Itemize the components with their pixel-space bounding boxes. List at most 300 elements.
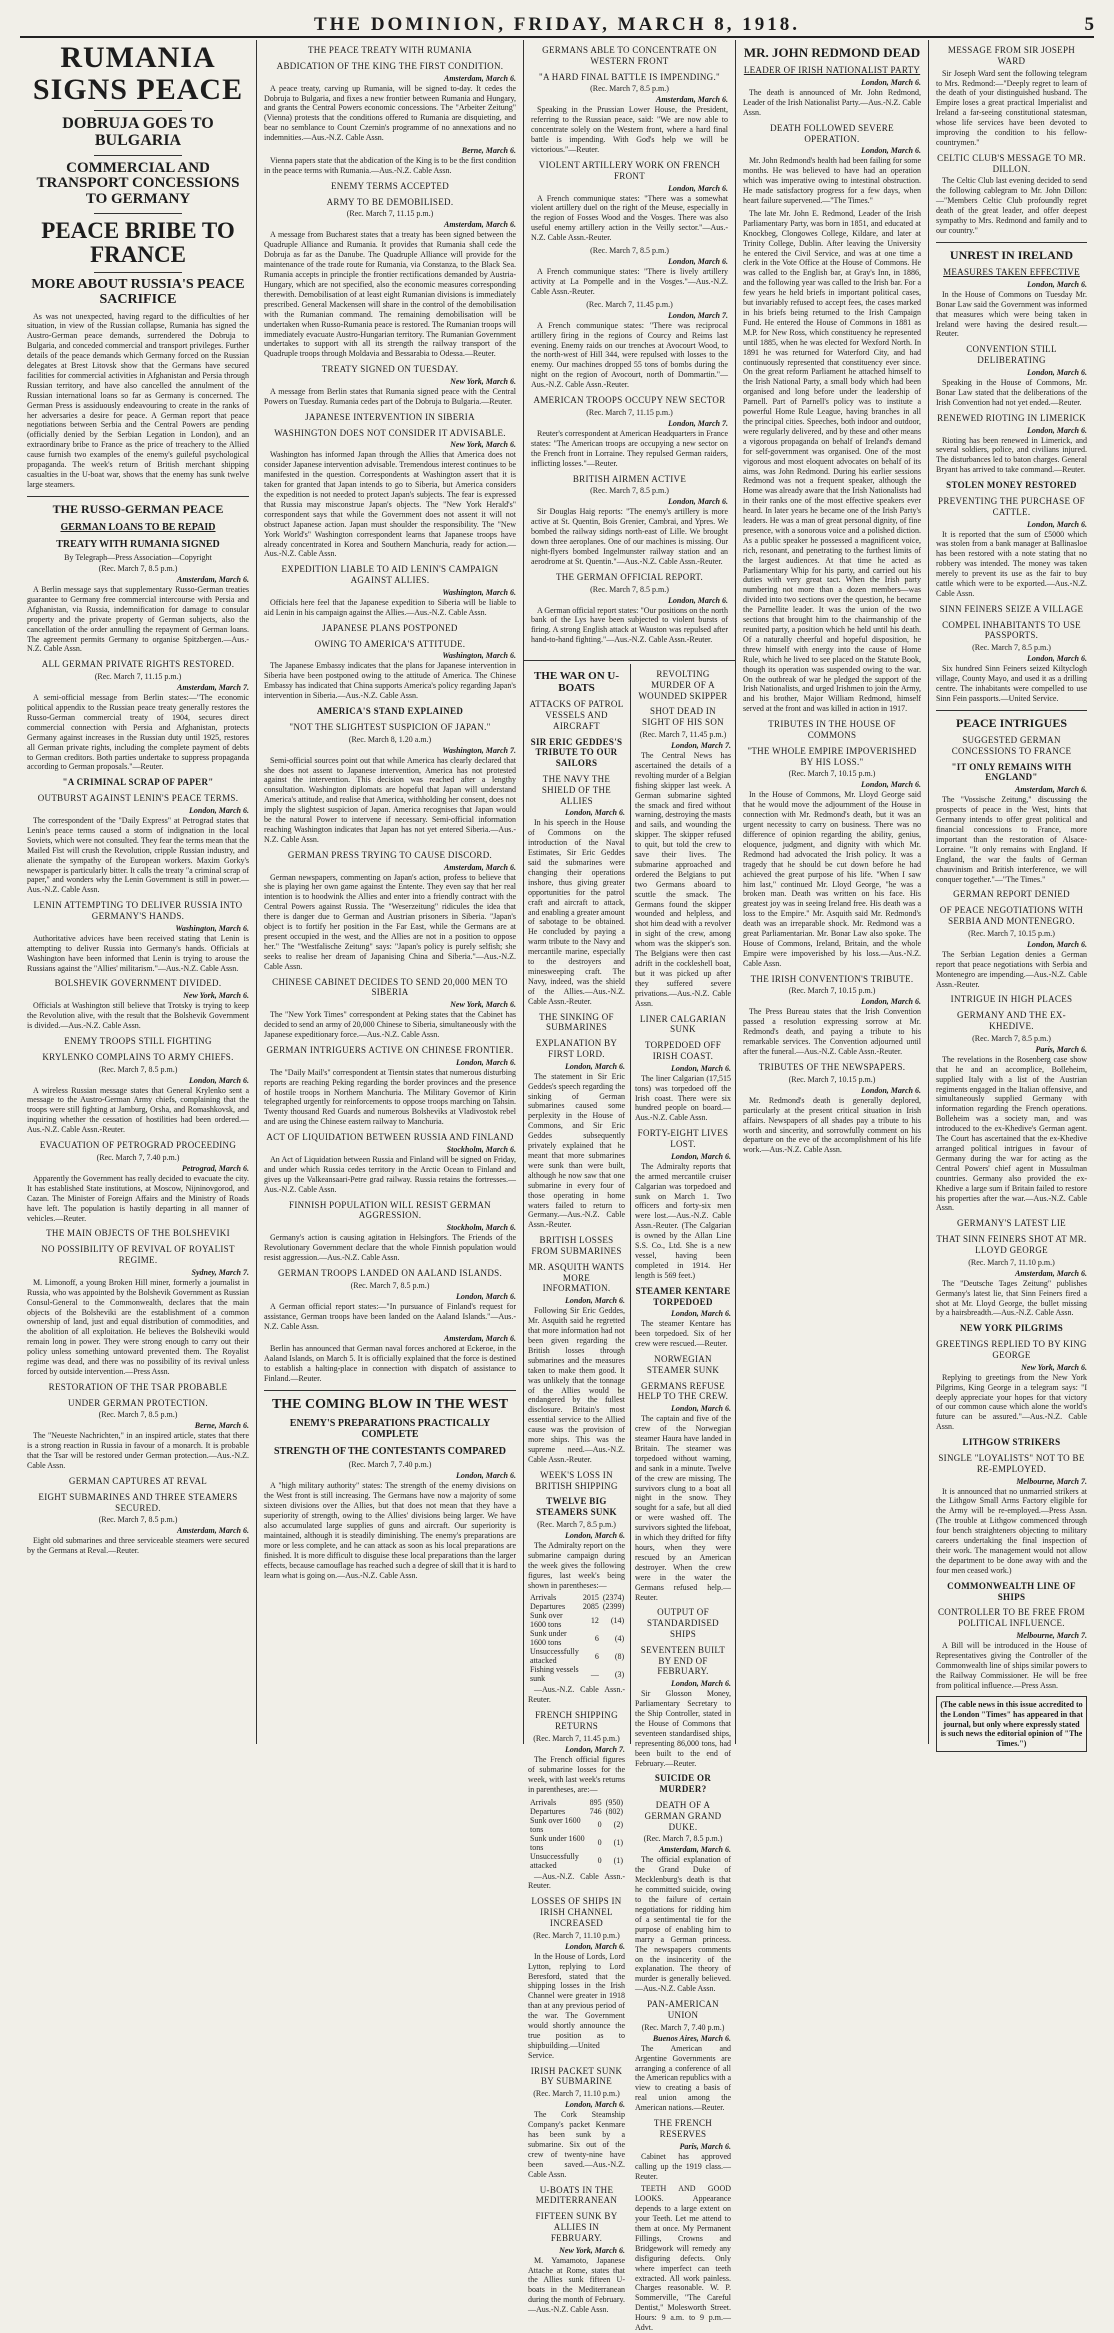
section-subheading: SHOT DEAD IN SIGHT OF HIS SON — [642, 706, 724, 728]
dateline: (Rec. March 7, 8.5 p.m.) — [98, 1410, 178, 1420]
byline: By Telegraph—Press Association—Copyright — [64, 553, 212, 562]
column-2 — [257, 40, 523, 1746]
dateline: (Rec. March 7, 10.15 p.m.) — [788, 986, 876, 996]
section-subheading: MR. ASQUITH WANTS MORE INFORMATION. — [528, 1261, 625, 1294]
place-line: New York, March 6. — [559, 2245, 625, 2255]
article-body: A wireless Russian message states that General Krylenko sent a message to the Austro-German Army chiefs, complaining that the troops were still fighting at Jamburg, Orsha, and Romashkovsk, and inquiring whether the cessation of hostilities had been ordered.—Aus.-N.Z. Cable Assn.-Reuter. — [27, 1085, 249, 1135]
section-heading: LITHGOW STRIKERS — [962, 1437, 1061, 1448]
article-body: The liner Calgarian (17,515 tons) was torpedoed off the Irish coast. There were six hundred people on board.—Aus.-N.Z. Cable Assn. — [635, 1073, 731, 1123]
section-subheading: NO POSSIBILITY OF REVIVAL OF ROYALIST REGIME. — [41, 1244, 235, 1266]
table-cell-value: 0 — [597, 1820, 602, 1829]
section-heading: TRIBUTES IN THE HOUSE OF COMMONS — [768, 719, 896, 740]
place-line: Amsterdam, March 7. — [176, 683, 249, 693]
table-cell-value: 2085 — [582, 1602, 599, 1612]
place-line: London, March 6. — [188, 1075, 249, 1085]
editorial-note: (The cable news in this issue accredited to the London "Times" has appeared in that journal, but only where expressly stated is such news the editorial opinion of "The Times.") — [936, 1696, 1087, 1752]
section-subheading: TWELVE BIG STEAMERS SUNK — [536, 1496, 617, 1518]
table-row — [528, 1816, 625, 1834]
section-heading: THE FRENCH RESERVES — [653, 2118, 713, 2139]
place-line: Amsterdam, March 6. — [443, 220, 516, 230]
page-number: 5 — [1084, 14, 1094, 35]
place-line: London, March 7. — [667, 310, 728, 320]
section-subheading: "A HARD FINAL BATTLE IS IMPENDING." — [538, 71, 720, 82]
section-heading: GERMAN REPORT DENIED — [953, 889, 1070, 900]
section-heading: AMERICA'S STAND EXPLAINED — [316, 706, 464, 717]
place-line: London, March 6. — [860, 78, 921, 88]
column-5 — [736, 40, 928, 1746]
section-heading: REVOLTING MURDER OF A WOUNDED SKIPPER — [638, 669, 728, 701]
table-cell-value: (14) — [610, 1615, 625, 1625]
dateline: (Rec. March 7, 11.45 p.m.) — [586, 299, 673, 309]
place-line: New York, March 6. — [450, 440, 516, 450]
column-3-bottom — [524, 664, 629, 2315]
place-line: London, March 6. — [564, 808, 625, 818]
place-line: London, March 6. — [1026, 367, 1087, 377]
headline-russia-sacrifice: MORE ABOUT RUSSIA'S PEACE SACRIFICE — [31, 277, 245, 307]
place-line: London, March 6. — [564, 1530, 625, 1540]
dateline: (Rec. March 7, 8.5 p.m.) — [98, 1515, 178, 1525]
section-heading: THE SINKING OF SUBMARINES — [539, 1011, 614, 1033]
article-body: The "Neueste Nachrichten," in an inspired article, states that there is a strong reaction in Russia in favour of a monarch. It is probable that the Tsar will be restored under German protection.—Aus.-N.Z. Cable Assn. — [27, 1431, 249, 1471]
article-body: Officials at Washington still believe that Trotsky is trying to keep the Revolution alive, with the result that the Bolshevik Government is divided.—Aus.-N.Z. Cable Assn. — [27, 1001, 249, 1031]
article-body: M. Yamamoto, Japanese Attache at Rome, states that the Allies sunk fifteen U-boats in the Mediterranean during the month of February.—Aus.-N.Z. Cable Assn. — [528, 2255, 625, 2315]
section-subheading: UNDER GERMAN PROTECTION. — [68, 1397, 208, 1408]
table-row — [528, 1629, 626, 1647]
place-line: Washington, March 6. — [442, 587, 516, 597]
dateline: (Rec. March 8, 1.20 a.m.) — [348, 734, 432, 744]
section-heading: LINER CALGARIAN SUNK — [639, 1013, 727, 1035]
section-subheading: SINGLE "LOYALISTS" NOT TO BE RE-EMPLOYED. — [938, 1452, 1085, 1474]
dateline: (Rec. March 7, 11.45 p.m.) — [639, 729, 727, 739]
place-line: New York, March 6. — [183, 991, 249, 1001]
section-subheading: OWING TO AMERICA'S ATTITUDE. — [314, 638, 466, 649]
section-heading: EXPEDITION LIABLE TO AID LENIN'S CAMPAIGN AGAINST ALLIES. — [281, 564, 499, 586]
table-row — [528, 1852, 625, 1870]
article-footnote: —Aus.-N.Z. Cable Assn.-Reuter. — [528, 1685, 625, 1705]
section-heading: CONVENTION STILL DELIBERATING — [966, 344, 1057, 366]
shipping-table — [528, 1798, 625, 1870]
article-body: The revelations in the Rosenberg case show that he and an accomplice, Bolleheim, supplied Italy with a list of the Austrian regiments engaged in the Italian offensive, and simultaneously supplied Germany with information regarding the French operations. Bolleheim was a society man, and was introduced to the ex-Khedive's German agent. The Court has ascertained that the ex-Khedive arranged political intrigues in favour of Germany during the war for acting as the Central Powers' chief agent in Mussulman countries. Germany also provided the ex-Khedive a large sum if Britain failed to restore his properties after the war.—Aus.-N.Z. Cable Assn. — [936, 1054, 1087, 1213]
place-line: Amsterdam, March 6. — [658, 1845, 731, 1855]
place-line: New York, March 6. — [450, 1000, 516, 1010]
place-line: Washington, March 7. — [442, 745, 516, 755]
section-heading: FINNISH POPULATION WILL RESIST GERMAN AGGRESSION. — [289, 1199, 491, 1221]
table-row — [528, 1665, 626, 1683]
place-line: London, March 6. — [564, 2100, 625, 2110]
section-subheading: TREATY WITH RUMANIA SIGNED — [56, 539, 220, 550]
section-subheading: LEADER OF IRISH NATIONALIST PARTY — [743, 65, 921, 76]
section-subheading: MEASURES TAKEN EFFECTIVE — [943, 267, 1080, 278]
section-subheading: EIGHT SUBMARINES AND THREE STEAMERS SECURED. — [38, 1491, 238, 1513]
table-cell-label: Sunk under 1600 tons — [530, 1629, 567, 1648]
headline-peace-bribe: PEACE BRIBE TO FRANCE — [41, 217, 235, 267]
dateline: (Rec. March 7, 8.5 p.m.) — [590, 584, 669, 594]
article-body: The death is announced of Mr. John Redmond, Leader of the Irish Nationalist Party.—Aus.-N.Z. Cable Assn. — [743, 88, 921, 117]
section-heading: JAPANESE INTERVENTION IN SIBERIA — [305, 411, 475, 422]
section-heading: VIOLENT ARTILLERY WORK ON FRENCH FRONT — [538, 159, 721, 181]
place-line: London, March 7. — [564, 1744, 625, 1754]
section-heading: FRENCH SHIPPING RETURNS — [535, 1710, 618, 1732]
article-body: Authoritative advices have been received stating that Lenin is attempting to deliver Russia into Germany's hands. Officials at Washington have been informed that Lenin is trying to arouse the Russians against the "Allies' militarism."—Aus.-N.Z. Cable Assn. — [27, 933, 249, 973]
section-subheading: OUTBURST AGAINST LENIN'S PEACE TERMS. — [37, 793, 239, 804]
place-line: Amsterdam, March 6. — [176, 575, 249, 584]
place-line: Stockholm, March 6. — [446, 1144, 516, 1154]
table-cell-value: — — [590, 1669, 599, 1679]
section-heading: GERMANS ABLE TO CONCENTRATE ON WESTERN FRONT — [542, 45, 717, 66]
place-line: London, March 7. — [670, 740, 731, 750]
article-body: Semi-official sources point out that while America has clearly declared that she does not assent to Japanese intervention, America has not protested against the intervention. This decision was reached after a lengthy consultation. Washington diplomats are hopeful that Japan will understand America's attitude, and realise that America, withholding her consent, does not imply the slightest suspicion of Japan. America recognises that Japan would be the natural Power to intervene if necessary. Semi-official information reaching Washington indicates that Japan has not yet entered Siberia.—Aus.-N.Z. Cable Assn. — [264, 755, 516, 844]
section-subheading: THAT SINN FEINERS SHOT AT MR. LLOYD GEORGE — [936, 1234, 1087, 1255]
dateline: (Rec. March 7, 8.5 p.m.) — [98, 1064, 178, 1074]
article-body: Sir Joseph Ward sent the following telegram to Mrs. Redmond:—"Deeply regret to learn of the death of your distinguished husband. The Empire loses a great practical Imperialist and Ireland a far-seeing constitutional statesman, whose life services have been devoted to improving the condition to his fellow-countrymen." — [936, 68, 1087, 147]
section-heading: INTRIGUE IN HIGH PLACES — [950, 994, 1073, 1005]
column-3-top — [524, 40, 735, 660]
dateline: (Rec. March 7, 11.10 p.m.) — [533, 1930, 620, 1940]
dateline: (Rec. March 7, 8.5 p.m.) — [350, 1280, 430, 1290]
place-line: London, March 6. — [670, 1309, 731, 1319]
place-line: London, March 6. — [455, 1057, 516, 1067]
article-body: In the House of Commons, Mr. Lloyd George said that he would move the adjournment of the House in connection with Mr. Redmond's death, but it was an urgent necessity to carry on business. There was no difference of opinion regarding the ability, genius, eloquence, judgment, and dignity with which Mr. Redmond had advocated the Irish policy. It was a tragedy that he should be cut down before he had achieved the great purpose of his life. "When I saw him last," continued Mr. Lloyd George, "he was a broken man. Death was written on his face. His greatest joy was in seeing Ireland free. His death was a loss to the Empire." Mr. Asquith said Mr. Redmond's death was an irreparable shock. Mr. Redmond was a great Parliamentarian. Mr. Bonar Law also spoke. The House of Commons, Ireland, Britain, and the whole Empire were impoverished by his loss.—Aus.-N.Z. Cable Assn. — [743, 790, 921, 968]
section-subheading: "NOT THE SLIGHTEST SUSPICION OF JAPAN." — [289, 721, 491, 732]
dateline: (Rec. March 7, 10.15 p.m.) — [968, 928, 1055, 938]
lead-article: As was not unexpected, having regard to the difficulties of her situation, in view of the Russian collapse, Rumania has signed the Austro-German peace demands, surrendered the Dobruja to Bulgaria, and conceded commercial and transport privileges. Further details of the peace demands which Germany forced on the Russian delegates at Brest Litovsk show that the Germans have secured facilities for commercial activities in Afghanistan and Persia through Russian territory, and have also cancelled the annulment of the Russian international loans so far as Germany is concerned. The German Press is assiduously endeavouring to create in the ranks of her adversaries a desire for peace. A German report that peace negotiations between Serbia and the Central Powers are pending (officially denied by the Serbian Legation in London), and an extraordinary bribe to France as the price of treachery to the Allied cause furnish two examples of the enemy's guileful psychological propaganda. The week's return of British merchant shipping casualties in the U-boat war, shows that the enemy has sunk twelve large steamers. — [27, 311, 249, 489]
place-line: London, March 6. — [188, 805, 249, 815]
column-6 — [929, 40, 1094, 1746]
section-heading: GERMANY'S LATEST LIE — [957, 1218, 1066, 1229]
section-heading: TREATY SIGNED ON TUESDAY. — [321, 364, 459, 375]
place-line: New York, March 6. — [1021, 1362, 1087, 1372]
section-heading: "A CRIMINAL SCRAP OF PAPER" — [62, 777, 214, 788]
section-heading: BRITISH AIRMEN ACTIVE — [572, 473, 687, 484]
place-line: London, March 7. — [667, 418, 728, 428]
article-body: Following Sir Eric Geddes, Mr. Asquith said he regretted that more information had not been given regarding the British losses through submarines and the measures taken to make them good. It was unlikely that the tonnage of the Allies would be endangered by the fullest disclosure. Britain's most essential service to the Allied cause was the provision of more ships. This was the supreme need.—Aus.-N.Z. Cable Assn.-Reuter. — [528, 1306, 625, 1464]
section-subheading: ARMY TO BE DEMOBILISED. — [326, 196, 454, 207]
section-heading: GERMAN PRESS TRYING TO CAUSE DISCORD. — [287, 849, 493, 860]
dateline: (Rec. March 7, 8.5 p.m.) — [643, 1834, 723, 1844]
section-subheading: SUGGESTED GERMAN CONCESSIONS TO FRANCE — [951, 735, 1072, 756]
place-line: Amsterdam, March 6. — [176, 1526, 249, 1536]
article-body: The American and Argentine Governments are arranging a conference of all the American republics with a view to creating a basis of real union among the American nations.—Reuter. — [635, 2043, 731, 2113]
table-cell-value: 6 — [594, 1651, 599, 1661]
dateline: (Rec. March 7, 10.15 p.m.) — [788, 1074, 876, 1084]
section-subheading: KRYLENKO COMPLAINS TO ARMY CHIEFS. — [42, 1051, 234, 1062]
table-cell-value: 6 — [594, 1633, 599, 1643]
place-line: London, March 6. — [670, 1679, 731, 1689]
table-row — [528, 1593, 626, 1602]
article-body: The official explanation of the Grand Duke of Mecklenburg's death is that he committed suicide, owing to the failure of certain negotiations for ridding him of a sentimental tie for the purpose of enabling him to marry a German princess. The newspapers comments on the insincerity of the explanation. The theory of murder is generally believed.—Aus.-N.Z. Cable Assn. — [635, 1855, 731, 1994]
article-body: The Admiralty report on the submarine campaign during the week gives the following figures, last week's being shown in parentheses:— — [528, 1540, 625, 1590]
place-line: New York, March 6. — [450, 377, 516, 387]
table-cell-value: (3) — [614, 1669, 625, 1679]
article-body: A peace treaty, carving up Rumania, will be signed to-day. It cedes the Dobruja to Bulgaria, and fixes a new frontier between Rumania and Hungary, and grants the Central Powers economic concessions. The "Arbeiter Zeitung" (Vienna) protests that the conditions offered to Rumania are disquieting, and bear no semblance to Count Czernin's programme of no annexations and no indemnities.—Aus.-N.Z. Cable Assn. — [264, 83, 516, 143]
article-body: Eight old submarines and three serviceable steamers were secured by the Germans at Reval.—Reuter. — [27, 1536, 249, 1556]
section-heading: ENEMY TERMS ACCEPTED — [330, 180, 449, 191]
section-heading: THE PEACE TREATY WITH RUMANIA — [307, 45, 473, 55]
section-heading: JAPANESE PLANS POSTPONED — [322, 622, 458, 633]
section-heading: WEEK'S LOSS IN BRITISH SHIPPING — [535, 1469, 618, 1491]
section-heading: OUTPUT OF STANDARDISED SHIPS — [647, 1607, 719, 1640]
section-subheading: GERMAN LOANS TO BE REPAID — [60, 522, 216, 533]
article-body: A Bill will be introduced in the House of Representatives giving the Controller of the Commonwealth line of ships similar powers to the Railway Commissioner. He will be free from political influence.—Press Assn. — [936, 1640, 1087, 1690]
article-body: The French official figures of submarine losses for the week, with last week's returns in parentheses, are:— — [528, 1754, 625, 1794]
article-body: The late Mr. John E. Redmond, Leader of the Irish Parliamentary Party, was born in 1851, and educated at Knockbeg, Clongowes College, Kildare, and later at Trinity College, Dublin. After leaving the University he entered the Civil Service, and was at one time a clerk in the Vote Office at the House of Commons. He was called to the English bar, at Gray's Inn, in 1886, and the following year was called to the Irish bar. For a few years he held briefs in important political cases, but invariably refused to accept fees, the cases marked in his briefs being returned to the Irish Campaign Fund. He entered the House of Commons in 1881 as M.P. for New Ross, which constituency he represented until 1885, when he was elected for Wexford North. In 1891 he was returned for Waterford City, and had continuously represented that constituency ever since. On the great reform Parliament he attached himself to the Irish National Party, a small body which had been organised and long before under the leadership of Parnell. Part of Parnell's policy was to institute a powerful Home Rule League, having branches in all the principal cities. Speeches, both indoor and outdoor, were regularly delivered, and by these and other means a vigorous propaganda on behalf of Ireland's demand for self-government was organised. One of the most vigorous and most eloquent advocates on behalf of its aims, was John Redmond. During his earlier sessions Redmond was not a frequent speaker, although the Home was already aware that the Irish Nationalists had in their ranks one of the most effective speakers ever heard. In later years he became one of the Irish Party's leaders. He was a man of great personal dignity, of fine presence, with a sonorous voice and a polished diction. As a public speaker he possessed a magnificent voice, rich, resonant, and penetrating to the furthest limits of the largest audiences. At that time he acted as Parliamentary Whip for his party, and carried out his duties with very great tact. When the Irish party numbering not more than a dozen members—was divided into two sections over the question, he became the Parnellite leader. It was the union of the two sections that brought him to the chairmanship of the reunited party, a position which he held until his death. Of a naturally cheerful and hopeful disposition, he threw himself with energy into the cause of Home Rule, which he lived to see placed on the Statute Book, though its operation was suspended owing to the war. On the outbreak of war he pledged the support of the Irish Nationalists, and urged Irishmen to join the Army, and his brother, Major William Redmond, himself served at the front and was killed in action in 1917. — [743, 208, 921, 714]
place-line: London, March 6. — [564, 1296, 625, 1306]
section-heading: DEATH FOLLOWED SEVERE OPERATION. — [770, 122, 894, 144]
section-subheading: STRENGTH OF THE CONTESTANTS COMPARED — [274, 1446, 506, 1458]
article-body: In the House of Commons on Tuesday Mr. Bonar Law said the Government was informed that measures which were being taken in Ireland were having the desired result.—Reuter. — [936, 289, 1087, 339]
dateline: (Rec. March 7, 8.5 p.m.) — [590, 486, 669, 496]
place-line: Berne, March 6. — [194, 1421, 249, 1431]
place-line: Sydney, March 7. — [191, 1267, 249, 1277]
place-line: London, March 6. — [1026, 939, 1087, 949]
place-line: Berne, March 6. — [461, 146, 516, 156]
advertisement: TEETH AND GOOD LOOKS. Appearance depends to a large extent on your Teeth. Let me attend to them at once. My Permanent Fillings, Crowns and Bridgework will remedy any disfiguring defects. Only where imperfect can teeth extracted. All work painless. Charges reasonable. W. P. Sommerville, "The Careful Dentist," Molesworth Street. Hours: 9 a.m. to 9 p.m.—Advt. — [635, 2184, 731, 2333]
place-line: London, March 6. — [1026, 425, 1087, 435]
dateline: (Rec. March 7, 8.5 p.m.) — [590, 84, 669, 94]
place-line: London, March 6. — [860, 1085, 921, 1095]
shipping-table — [528, 1593, 626, 1683]
section-subheading: GREETINGS REPLIED TO BY KING GEORGE — [936, 1339, 1087, 1360]
dateline: (Rec. March 7, 7.40 p.m.) — [96, 1152, 180, 1162]
table-cell-label: Sunk under 1600 tons — [530, 1833, 585, 1852]
article-body: It is reported that the sum of £5000 which was stolen from a bank manager at Ballinasloe has been restored with a note stating that no robbery was intended. The money was taken merely to prevent its use as the fair to buy cattle which were to be exported.—Aus.-N.Z. Cable Assn. — [936, 529, 1087, 598]
section-subheading: OF PEACE NEGOTIATIONS WITH SERBIA AND MONTENEGRO. — [939, 905, 1084, 926]
section-subheading: PREVENTING THE PURCHASE OF CATTLE. — [938, 495, 1085, 517]
article-body: The Cork Steamship Company's packet Kenmare has been sunk by a submarine. Six out of the crew of twenty-nine have been saved.—Aus.-N.Z. Cable Assn. — [528, 2110, 625, 2179]
article-body: Sir Douglas Haig reports: "The enemy's artillery is more active at St. Quentin, Bois Grenier, Cambrai, and Ypres. We bombed the railway sidings north-east of Lille. We brought down three aeroplanes. One of our machines is missing. Our night-flyers bombed Ingelmunster railway station and an aerodrome at St. Quentin."—Aus.-N.Z. Cable Assn.-Reuter. — [531, 507, 728, 566]
table-row — [528, 1807, 625, 1816]
table-cell-value: (2374) — [602, 1593, 625, 1603]
article-body: Six hundred Sinn Feiners seized Kiltyclogh village, County Mayo, and used it as a drilling centre. The inhabitants were compelled to use Sinn Fein passports.—United Service. — [936, 664, 1087, 703]
section-subheading: ATTACKS OF PATROL VESSELS AND AIRCRAFT — [529, 699, 624, 731]
newspaper-title: THE DOMINION, FRIDAY, MARCH 8, 1918. — [313, 14, 801, 35]
place-line: London, March 6. — [455, 1291, 516, 1301]
headline-commercial: COMMERCIAL AND TRANSPORT CONCESSIONS TO GERMANY — [36, 159, 240, 208]
table-cell-value: 12 — [590, 1615, 599, 1625]
place-line: Amsterdam, March 6. — [443, 862, 516, 872]
article-body: A German official report states: "Our positions on the north bank of the Lys have been subjected to violent bursts of firing. A strong English attack at Wauston was repulsed after hand-to-hand fighting."—Aus.-N.Z. Cable Assn.-Reuter. — [531, 605, 728, 645]
table-cell-label: Sunk over 1600 tons — [530, 1815, 581, 1834]
section-heading: THE WAR ON U-BOATS — [533, 670, 620, 695]
place-line: London, March 6. — [667, 183, 728, 193]
section-heading: UNREST IN IRELAND — [949, 247, 1074, 262]
section-heading: THE COMING BLOW IN THE WEST — [271, 1397, 509, 1413]
place-line: Paris, March 6. — [1035, 1044, 1087, 1054]
article-body: Replying to greetings from the New York Pilgrims, King George in a telegram says: "I deeply appreciate your hopes for that victory of our common cause which alone the world's future can be assured."—Aus.-N.Z. Cable Assn. — [936, 1372, 1087, 1432]
section-subheading: FORTY-EIGHT LIVES LOST. — [637, 1128, 729, 1150]
section-heading: MESSAGE FROM SIR JOSEPH WARD — [947, 45, 1076, 66]
place-line: Washington, March 6. — [175, 923, 249, 933]
article-body: Mr. John Redmond's health had been failing for some months. He was believed to have had an operation which was imperative owing to intestinal obstruction. He made satisfactory progress for a few days, when heart failure supervened.—"The Times." — [743, 156, 921, 206]
table-cell-value: (8) — [614, 1651, 625, 1661]
table-cell-value: (2399) — [602, 1602, 625, 1612]
section-heading: GERMAN CAPTURES AT REVAL — [68, 1476, 208, 1487]
place-line: London, March 6. — [1026, 279, 1087, 289]
table-cell-value: (802) — [605, 1806, 623, 1816]
article-body: A Berlin message says that supplementary Russo-German treaties guarantee to Germany free commercial intercourse with Persia and Afghanistan, via Russia, indemnification for damage to consular property and the private property of German subjects, also the cancellation of the order annulling the repayment of German loans. The agreement permits Germany to organise Spitzbergen.—Aus.-N.Z. Cable Assn. — [27, 585, 249, 654]
section-subheading: "THE WHOLE EMPIRE IMPOVERISHED BY HIS LOSS." — [747, 745, 917, 767]
section-heading: LOSSES OF SHIPS IN IRISH CHANNEL INCREASED — [531, 1896, 622, 1928]
section-subheading: "IT ONLY REMAINS WITH ENGLAND" — [951, 761, 1072, 783]
table-cell-value: (2) — [613, 1820, 623, 1829]
section-heading: SUICIDE OR MURDER? — [654, 1773, 712, 1795]
place-line: London, March 6. — [1026, 654, 1087, 664]
article-body: Berlin has announced that German naval forces anchored at Eckeroe, in the Aaland Islands, on March 5. It is officially explained that the force is destined to establish a halting-place in connection with dispatch of assistance to Finland.—Reuter. — [264, 1344, 516, 1384]
section-heading: ALL GERMAN PRIVATE RIGHTS RESTORED. — [41, 659, 235, 670]
article-body: A French communique states: "There was reciprocal artillery firing in the regions of Courcy and Reims last evening. Enemy raids on our trenches at Avocourt Wood, to the north-west of Hill 344, were repulsed with losses to the enemy. Our machines dropped 55 tons of bombs during the night on the region of Avocourt, north of Dommartin."—Aus.-N.Z. Cable Assn.-Reuter. — [531, 320, 728, 390]
section-subheading: CONTROLLER TO BE FREE FROM POLITICAL INFLUENCE. — [938, 1607, 1085, 1629]
dateline: (Rec. March 7, 11.15 p.m.) — [586, 407, 673, 417]
section-heading: BRITISH LOSSES FROM SUBMARINES — [531, 1235, 622, 1257]
section-subheading: ABDICATION OF THE KING THE FIRST CONDITION. — [276, 60, 504, 71]
column-1 — [20, 40, 256, 1746]
article-body: A semi-official message from Berlin states:—"The economic political appendix to the Russian peace treaty generally restores the Russo-German commercial treaty of 1904, secures direct commercial connection with Persia and Afghanistan, protects Germany against increases in the Russian duty until 1925, restores all German private rights, including the complete payment of debts to German creditors. Both parties undertake to suppress propaganda according to German proposals."—Reuter. — [27, 693, 249, 772]
headline-dobruja: DOBRUJA GOES TO BULGARIA — [62, 115, 214, 149]
dateline: (Rec. March 7, 8.5 p.m.) — [972, 643, 1051, 653]
section-heading: IRISH PACKET SUNK BY SUBMARINE — [530, 2065, 623, 2087]
section-heading: STEAMER KENTARE TORPEDOED — [635, 1285, 731, 1307]
place-line: London, March 6. — [860, 780, 921, 790]
section-heading: THE IRISH CONVENTION'S TRIBUTE. — [750, 973, 914, 984]
place-line: Amsterdam, March 6. — [655, 95, 728, 105]
table-cell-label: Sunk over 1600 tons — [530, 1611, 563, 1630]
article-body: The "Vossische Zeitung," discussing the prospects of peace in the West, hints that Germany intends to offer great political and financial concessions to France, more important than the restoration of Alsace-Lorraine. "It only remains with England. If England, the war the faults of German chauvinism and British interference, we will conquer together."—"The Times." — [936, 795, 1087, 884]
place-line: Amsterdam, March 6. — [1014, 785, 1087, 795]
place-line: London, March 6. — [860, 146, 921, 156]
table-cell-label: Arrivals — [530, 1797, 557, 1807]
dateline: (Rec. March 7, 8.5 p.m.) — [972, 1033, 1051, 1043]
table-cell-label: Unsuccessfully attacked — [530, 1851, 579, 1870]
place-line: Stockholm, March 6. — [446, 1223, 516, 1233]
place-line: Melbourne, March 7. — [1016, 1630, 1087, 1640]
article-body: Germany's action is causing agitation in Helsingfors. The Friends of the Revolutionary Government declare that the whole Finnish population would resist aggression.—Aus.-N.Z. Cable Assn. — [264, 1233, 516, 1262]
dateline: (Rec. March 7, 7.40 p.m.) — [348, 1460, 432, 1470]
article-body: A French communique states: "There was a somewhat violent artillery duel on the right of the Meuse, especially in the region of Fosses Wood and the Vosges. There was also useful enemy artillery action in the Veilly sector."—Aus.-N.Z. Cable Assn.-Reuter. — [531, 193, 728, 243]
table-cell-value: 895 — [589, 1797, 602, 1807]
headline-rumania-signs-peace: RUMANIA SIGNS PEACE — [32, 41, 244, 106]
article-body: A message from Berlin states that Rumania signed peace with the Central Powers on Tuesday. Rumania cedes part of the Dobruja to Bulgaria.—Reuter. — [264, 387, 516, 406]
dateline: (Rec. March 7, 8.5 p.m.) — [98, 564, 178, 573]
dateline: (Rec. March 7, 7.40 p.m.) — [641, 2022, 725, 2032]
section-heading: RESTORATION OF THE TSAR PROBABLE — [48, 1381, 228, 1392]
table-row — [528, 1647, 626, 1665]
article-body: Reuter's correspondent at American Headquarters in France states: "The American troops are occupying a new sector on the French front in Lorraine. They repulsed German raiders, inflicting losses."—Reuter. — [531, 428, 728, 468]
article-body: The Admiralty reports that the armed mercantile cruiser Calgarian was torpedoed and sunk on March 1. Two officers and forty-six men were lost.—Aus.-N.Z. Cable Assn.-Reuter. (The Calgarian is owned by the Allan Line S.S. Co., Ltd. She is a new vessel, having been completed in 1914. Her length is 569 feet.) — [635, 1161, 731, 1280]
table-row — [528, 1602, 626, 1611]
article-body: In the House of Lords, Lord Lytton, replying to Lord Beresford, stated that the shipping losses in the Irish Channel were greater in 1918 than at any previous period of the war. The Government would shortly announce the true position as to shipbuilding.—United Service. — [528, 1951, 625, 2060]
section-heading: THE GERMAN OFFICIAL REPORT. — [555, 571, 704, 582]
dateline: (Rec. March 7, 8.5 p.m.) — [537, 1519, 616, 1529]
section-subheading: SIR ERIC GEDDES'S TRIBUTE TO OUR SAILORS — [530, 736, 623, 769]
table-cell-value: (1) — [613, 1856, 623, 1865]
dateline: (Rec. March 7, 11.45 p.m.) — [533, 1733, 620, 1743]
table-row — [528, 1834, 625, 1852]
article-body: In his speech in the House of Commons on the introduction of the Naval Estimates, Sir Eric Geddes said the submarines were changing their operations inshore, thus giving greater opportunities for the patrol craft and aircraft to attack, and enabling a greater amount of sabotage to be obtained. He concluded by paying a warm tribute to the Navy and mercantile marine, especially to the destroyers and minesweeping craft. The Navy, indeed, was the shield of the Allies.—Aus.-N.Z. Cable Assn.-Reuter. — [528, 818, 625, 1006]
section-heading: SINN FEINERS SEIZE A VILLAGE — [939, 603, 1084, 614]
article-body: It is announced that no unmarried strikers at the Lithgow Small Arms Factory eligible for the Army will be re-employed.—Press Assn. (The trouble at Lithgow commenced through four bench straighteners objecting to military careers undertaking the final inspection of their work. The management would not allow the department to be done away with and the four men ceased work.) — [936, 1486, 1087, 1575]
article-body: A message from Bucharest states that a treaty has been signed between the Quadruple Alliance and Rumania. It provides that Rumania shall cede the Dobruja as far as the Danube. The Quadruple Alliance will provide for the maintenance of the trade route for Rumania, via Constanza, to the Black Sea. Rumania accepts in principle the frontier rectifications demanded by Austria-Hungary, which are not specified, also the economic measures corresponding therewith. Demobilisation of at least eight Rumanian divisions is immediately prescribed. General Mackensen will share in the control of the demobilisation with the Rumanian command. The remaining demobilisation will be undertaken when Russo-Rumania peace is restored. The Rumanian troops will immediately evacuate Austro-Hungarian territory. The Rumanian Government undertakes to support with all its strength the railway transport of the Quadruple troops through Moldavia and Bessarabia to Odessa.—Reuter. — [264, 230, 516, 359]
article-body: A French communique states: "There is lively artillery activity at La Pompelle and in the Vosges."—Aus.-N.Z. Cable Assn.-Reuter. — [531, 267, 728, 296]
section-subheading: COMPEL INHABITANTS TO USE PASSPORTS. — [942, 619, 1081, 641]
dateline: (Rec. March 7, 11.10 p.m.) — [968, 1257, 1055, 1267]
section-heading: COMMONWEALTH LINE OF SHIPS — [947, 1580, 1076, 1602]
place-line: Amsterdam, March 6. — [443, 1334, 516, 1344]
place-line: London, March 6. — [667, 595, 728, 605]
article-body: Mr. Redmond's death is generally deplored, particularly at the present critical situation in Irish affairs. Newspapers of all shades pay a tribute to his worth and sincerity, and sorrowfully comment on his departure on the eve of the accomplishment of his life work.—Aus.-N.Z. Cable Assn. — [743, 1095, 921, 1155]
section-heading: TRIBUTES OF THE NEWSPAPERS. — [758, 1061, 906, 1072]
place-line: Paris, March 6. — [679, 2141, 731, 2151]
section-subheading: SEVENTEEN BUILT BY END OF FEBRUARY. — [640, 1644, 726, 1677]
article-body: M. Limonoff, a young Broken Hill miner, formerly a journalist in Russia, who was appointed by the Bolshevik Government as Russian Consul-General to the Commonwealth, declares that the main objects of the Bolsheviki are the establishment of a common ownership of land, just and equal distribution of commodities, and the abolition of all exploitation. He believes the Bolsheviki would remain long in power. They were strong enough to carry out their policy unless something untoward prevented them. The Royalist regime was dead, and there was no possibility of its revival unless forced by outside intervention.—Press Assn. — [27, 1277, 249, 1376]
table-cell-label: Unsuccessfully attacked — [530, 1647, 579, 1666]
table-cell-value: 0 — [597, 1838, 602, 1847]
section-heading: ENEMY TROOPS STILL FIGHTING — [64, 1035, 212, 1046]
article-body: The "Deutsche Tages Zeitung" publishes Germany's latest lie, that Sinn Feiners fired a shot at Mr. Lloyd George, the bullet missing by a hairsbreadth.—Aus.-N.Z. Cable Assn. — [936, 1278, 1087, 1318]
table-cell-value: 746 — [589, 1806, 602, 1816]
masthead — [20, 4, 1094, 38]
article-body: Speaking in the House of Commons, Mr. Bonar Law stated that the deliberations of the Irish Convention had not yet ended.—Reuter. — [936, 377, 1087, 407]
article-body: An Act of Liquidation between Russia and Finland will be signed on Friday, and under which Russia cedes territory in the Arctic Ocean to Finland and gives up the Valkeansaari-Petre grad railway. Russia retains the fortresses.—Aus.-N.Z. Cable Assn. — [264, 1154, 516, 1194]
section-heading: GERMAN TROOPS LANDED ON AALAND ISLANDS. — [277, 1267, 503, 1278]
table-cell-value: 0 — [597, 1856, 602, 1865]
article-body: The captain and five of the crew of the Norwegian steamer Haura have landed in Britain. The steamer was torpedoed without warning, and sank in a minute. Twelve of the crew are missing. The survivors clung to a boat all night in the snow. They sought for a safe, but all died or were washed off. The survivors sighted the lifeboat, in which they drifted for fifty hours, when they were rescued by an American destroyer. When the crew were in the water the Germans refused help.—Reuter. — [635, 1414, 731, 1602]
place-line: London, March 6. — [667, 257, 728, 267]
place-line: London, March 6. — [1026, 519, 1087, 529]
table-cell-label: Fishing vessels sunk — [530, 1665, 579, 1684]
dateline: (Rec. March 7, 10.15 p.m.) — [788, 769, 876, 779]
table-cell-label: Departures — [530, 1602, 566, 1612]
place-line: Petrograd, March 6. — [181, 1163, 249, 1173]
table-cell-value: 2015 — [582, 1593, 599, 1603]
section-subheading: THE NAVY THE SHIELD OF THE ALLIES — [541, 773, 612, 806]
section-subheading: EXPLANATION BY FIRST LORD. — [535, 1038, 618, 1059]
place-line: Amsterdam, March 6. — [1014, 1268, 1087, 1278]
section-subheading: TORPEDOED OFF IRISH COAST. — [645, 1040, 721, 1061]
section-heading: U-BOATS IN THE MEDITERRANEAN — [535, 2184, 618, 2206]
place-line: London, March 6. — [670, 1063, 731, 1073]
article-body: The Serbian Legation denies a German report that peace negotiations with Serbia and Montenegro are impending.—Aus.-N.Z. Cable Assn.-Reuter. — [936, 949, 1087, 989]
section-heading: NORWEGIAN STEAMER SUNK — [646, 1354, 720, 1375]
article-body: The Central News has ascertained the details of a revolting murder of a Belgian fishing skipper last week. A German submarine sighted the smack and fired without warning, destroying the masts and sails, and wounding the skipper. The skipper refused to quit, but told the crew to save their lives. The submarine approached and ordered the Belgians to put two Germans aboard to scuttle the smack. The Germans found the skipper wounded and helpless, and shot him dead with a revolver in sight of the crew, among whom was the skipper's son. The Belgians were then cast adrift in the cockleshell boat, but it was picked up after they suffered severe privations.—Aus.-N.Z. Cable Assn. — [635, 750, 731, 1008]
column-4 — [631, 664, 735, 2333]
article-body: The correspondent of the "Daily Express" at Petrograd states that Lenin's peace terms caused a storm of indignation in the local Soviets, which were not consulted. They fear the terms mean that the Mailed Fist will crush the Revolution, cripple Russian industry, and alienate the sympathy of the European workers. Maxim Gorky's newspaper is particularly bitter. It calls the treaty "a criminal scrap of paper," and wonders why the Lenin Government is still in power.—Aus.-N.Z. Cable Assn. — [27, 815, 249, 895]
section-heading: PEACE INTRIGUES — [955, 715, 1068, 730]
section-subheading: FIFTEEN SUNK BY ALLIES IN FEBRUARY. — [535, 2211, 618, 2243]
table-row — [528, 1798, 625, 1807]
section-heading: LENIN ATTEMPTING TO DELIVER RUSSIA INTO GERMANY'S HANDS. — [33, 900, 243, 922]
article-body: The Celtic Club last evening decided to send the following cablegram to Mr. John Dillon:—"Members Celtic Club profoundly regret death of the great leader, and offer deepest sympathy to Mrs. Redmond and family and to our country." — [936, 176, 1087, 235]
article-body: The "Daily Mail's" correspondent at Tientsin states that numerous disturbing reports are reaching Peking regarding the border provinces and the presence of hostile troops in Northern Manchuria. The Military Governor of Kirin telegraphed urgently for reinforcements to oppose troops marching on Tahsin. Twenty thousand Red Guards and numerous Bolsheviks at Vladivostok rebel and are using the Chinese eastern railway to Manchuria. — [264, 1067, 516, 1127]
section-heading: NEW YORK PILGRIMS — [959, 1323, 1064, 1334]
article-body: A "high military authority" states: The strength of the enemy divisions on the West front is still increasing. The Germans have now a majority of some sixteen divisions over the Allies, but that does not mean that they have a superiority of strength, owing to the Allies' divisions being larger. We have also accumulated large supplies of guns and aircraft. Our superiority is maintained, although it is steadily diminishing. The enemy's preparations are more or less complete, and he can attack as soon as his local preparations are finished. It is more difficult to disguise these local preparations than the larger effects, because camouflage has reached such a degree of skill that it is hard to learn what is going on.—Aus.-N.Z. Cable Assn. — [264, 1481, 516, 1580]
section-heading: PAN-AMERICAN UNION — [647, 1999, 719, 2020]
article-body: Officials here feel that the Japanese expedition to Siberia will be liable to aid Lenin in his campaign against the Allies.—Aus.-N.Z. Cable Assn. — [264, 597, 516, 617]
dateline: (Rec. March 7, 11.15 p.m.) — [346, 209, 434, 219]
section-heading: AMERICAN TROOPS OCCUPY NEW SECTOR — [533, 395, 726, 406]
section-subheading: ENEMY'S PREPARATIONS PRACTICALLY COMPLETE — [289, 1418, 491, 1441]
place-line: Amsterdam, March 6. — [443, 73, 516, 83]
article-body: A German official report states:—"In pursuance of Finland's request for assistance, German troops have been landed on the Aaland Islands."—Aus.-N.Z. Cable Assn. — [264, 1301, 516, 1331]
place-line: London, March 6. — [564, 1061, 625, 1071]
place-line: Washington, March 6. — [442, 651, 516, 661]
section-subheading: WASHINGTON DOES NOT CONSIDER IT ADVISABLE. — [274, 427, 506, 438]
section-subheading: GERMANS REFUSE HELP TO THE CREW. — [637, 1380, 729, 1402]
section-subheading: DEATH OF A GERMAN GRAND DUKE. — [644, 1800, 722, 1832]
article-footnote: —Aus.-N.Z. Cable Assn.-Reuter. — [528, 1871, 625, 1891]
headline-redmond-dead: MR. JOHN REDMOND DEAD — [743, 45, 921, 60]
section-heading: THE MAIN OBJECTS OF THE BOLSHEVIKI — [46, 1228, 230, 1239]
table-cell-value: (4) — [614, 1633, 625, 1643]
